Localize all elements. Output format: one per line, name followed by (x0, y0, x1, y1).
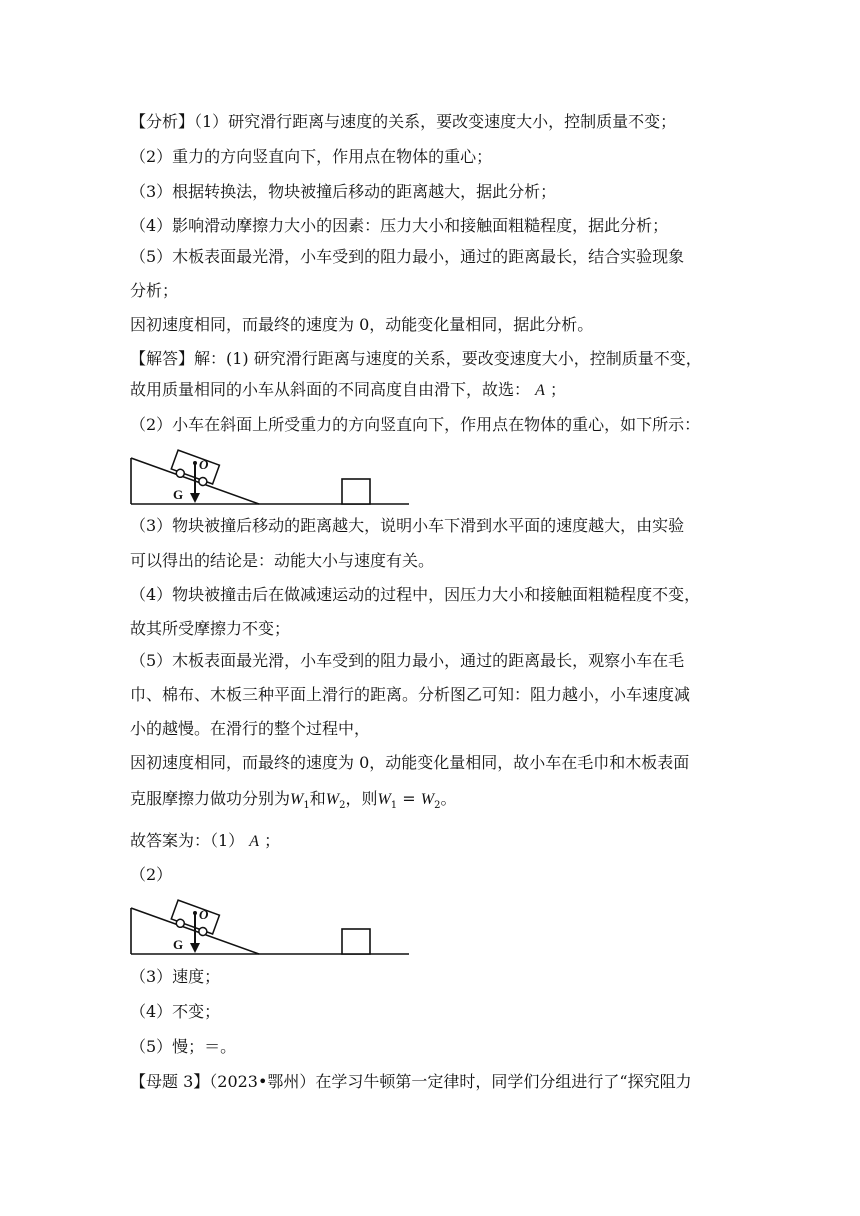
analysis-line-2: （2）重力的方向竖直向下，作用点在物体的重心； (130, 147, 493, 166)
analysis-line-6: 分析； (130, 281, 179, 300)
answer-line-1 (130, 831, 730, 852)
eq-w1-symbol: W (377, 791, 391, 808)
choice-letter: A (535, 382, 545, 399)
solution-line-9: 巾、棉布、木板三种平面上滑行的距离。分析图乙可知：阻力越小，小车速度减 (130, 685, 691, 704)
solution-line-7: 故其所受摩擦力不变； (130, 619, 291, 638)
gravity-diagram-1-svg (129, 446, 411, 508)
eq-w2-subscript: 2 (434, 800, 441, 812)
gravity-diagram-2-svg (129, 896, 411, 958)
equals-sign: = (397, 789, 421, 808)
gravity-arrow-icon (190, 943, 200, 953)
analysis-line-1: 【分析】（1）研究滑行距离与速度的关系，要改变速度大小，控制质量不变； (130, 112, 677, 131)
answer-line-4: （4）不变； (130, 1002, 221, 1021)
solution-line-3: （2）小车在斜面上所受重力的方向竖直向下，作用点在物体的重心，如下所示： (130, 415, 701, 434)
and-word: 和 (309, 789, 326, 808)
gravity-label: G (173, 487, 184, 502)
solution-line-2 (130, 380, 730, 401)
solution-line-11: 因初速度相同，而最终的速度为 0，动能变化量相同，故小车在毛巾和木板表面 (130, 753, 690, 772)
block-icon (342, 929, 370, 954)
answer-choice-letter: A (249, 833, 260, 850)
choice-suffix: ； (549, 380, 566, 399)
answer-line-3: （3）速度； (130, 967, 221, 986)
w2-subscript: 2 (339, 800, 346, 812)
w2-symbol: W (325, 791, 340, 808)
gravity-diagram-2 (129, 896, 411, 958)
w1-symbol: W (290, 791, 304, 808)
analysis-line-4: （4）影响滑动摩擦力大小的因素：压力大小和接触面粗糙程度，据此分析； (130, 216, 669, 235)
gravity-arrow-icon (190, 493, 200, 503)
eq-w2-symbol: W (420, 791, 435, 808)
analysis-line-3: （3）根据转换法，物块被撞后移动的距离越大，据此分析； (130, 182, 557, 201)
center-label: O (199, 457, 209, 472)
solution-line-8: （5）木板表面最光滑，小车受到的阻力最小，通过的距离最长，观察小车在毛 (130, 651, 685, 670)
end-period: 。 (440, 789, 457, 808)
solution-line-12-text: 克服摩擦力做功分别为 (130, 789, 291, 808)
block-icon (342, 479, 370, 504)
analysis-line-7: 因初速度相同，而最终的速度为 0，动能变化量相同，据此分析。 (130, 315, 594, 334)
solution-line-4: （3）物块被撞后移动的距离越大，说明小车下滑到水平面的速度越大，由实验 (130, 516, 685, 535)
gravity-label: G (173, 937, 184, 952)
solution-line-12 (130, 789, 730, 816)
solution-line-2-text: 故用质量相同的小车从斜面的不同高度自由滑下，故选： (130, 380, 531, 399)
answer-line-1-text: 故答案为：（1） (130, 831, 245, 850)
answer-choice-suffix: ； (264, 831, 281, 850)
solution-line-5: 可以得出的结论是：动能大小与速度有关。 (130, 551, 435, 570)
solution-line-6: （4）物块被撞击后在做减速运动的过程中，因压力大小和接触面粗糙程度不变， (130, 585, 701, 604)
center-label: O (199, 907, 209, 922)
solution-line-1: 【解答】解：(1) 研究滑行距离与速度的关系，要改变速度大小，控制质量不变， (130, 349, 702, 368)
eq-w1-subscript: 1 (390, 800, 398, 812)
answer-line-2: （2） (130, 865, 173, 884)
answer-line-5: （5）慢；＝。 (130, 1037, 237, 1056)
solution-line-10: 小的越慢。在滑行的整个过程中， (130, 719, 371, 738)
analysis-line-5: （5）木板表面最光滑，小车受到的阻力最小，通过的距离最长，结合实验现象 (130, 247, 685, 266)
next-question-line: 【母题 3】（2023•鄂州）在学习牛顿第一定律时，同学们分组进行了“探究阻力 (130, 1072, 692, 1091)
w1-subscript: 1 (303, 800, 310, 812)
gravity-diagram-1 (129, 446, 411, 508)
then-word: ，则 (345, 789, 378, 808)
